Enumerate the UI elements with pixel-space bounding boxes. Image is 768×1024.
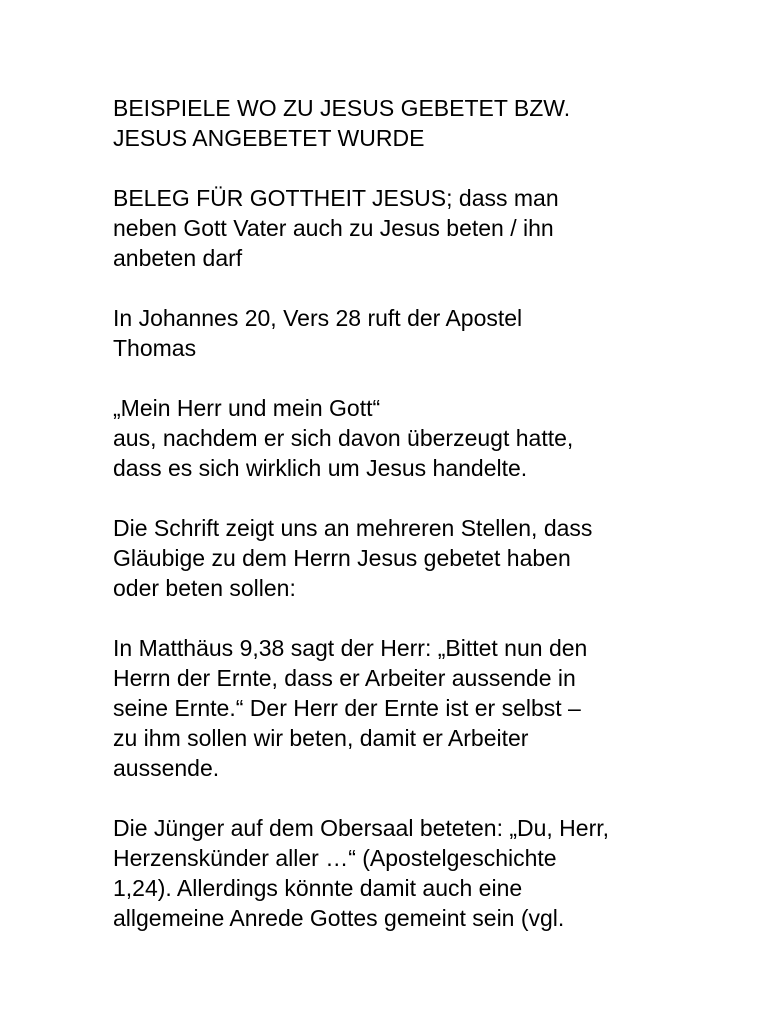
text-line: Die Schrift zeigt uns an mehreren Stellen, dass xyxy=(113,515,593,541)
text-line: BELEG FÜR GOTTHEIT JESUS; dass man xyxy=(113,185,559,211)
text-line: neben Gott Vater auch zu Jesus beten / ihn xyxy=(113,215,554,241)
paragraph xyxy=(113,513,733,603)
text-line: Gläubige zu dem Herrn Jesus gebetet haben xyxy=(113,545,571,571)
text-line: zu ihm sollen wir beten, damit er Arbeiter xyxy=(113,725,529,751)
text-line: JESUS ANGEBETET WURDE xyxy=(113,125,425,151)
paragraph xyxy=(113,303,733,363)
text-line: Herrn der Ernte, dass er Arbeiter aussende in xyxy=(113,665,576,691)
text-line: seine Ernte.“ Der Herr der Ernte ist er selbst – xyxy=(113,695,581,721)
text-line: Thomas xyxy=(113,335,197,361)
text-line: In Johannes 20, Vers 28 ruft der Apostel xyxy=(113,305,523,331)
paragraph xyxy=(113,633,733,783)
text-line: Die Jünger auf dem Obersaal beteten: „Du, Herr, xyxy=(113,815,610,841)
heading-paragraph xyxy=(113,93,733,153)
text-line: allgemeine Anrede Gottes gemeint sein (vgl. xyxy=(113,905,565,931)
text-line: anbeten darf xyxy=(113,245,243,271)
text-line: In Matthäus 9,38 sagt der Herr: „Bittet nun den xyxy=(113,635,588,661)
paragraph xyxy=(113,813,733,933)
text-line: dass es sich wirklich um Jesus handelte. xyxy=(113,455,528,481)
text-line: aus, nachdem er sich davon überzeugt hatte, xyxy=(113,425,574,451)
text-line: BEISPIELE WO ZU JESUS GEBETET BZW. xyxy=(113,95,571,121)
paragraph xyxy=(113,393,733,483)
text-line: 1,24). Allerdings könnte damit auch eine xyxy=(113,875,523,901)
text-line: „Mein Herr und mein Gott“ xyxy=(113,395,381,421)
document-page xyxy=(113,93,733,963)
text-line: oder beten sollen: xyxy=(113,575,296,601)
text-line: Herzenskünder aller …“ (Apostelgeschichte xyxy=(113,845,557,871)
paragraph xyxy=(113,183,733,273)
text-line: aussende. xyxy=(113,755,220,781)
